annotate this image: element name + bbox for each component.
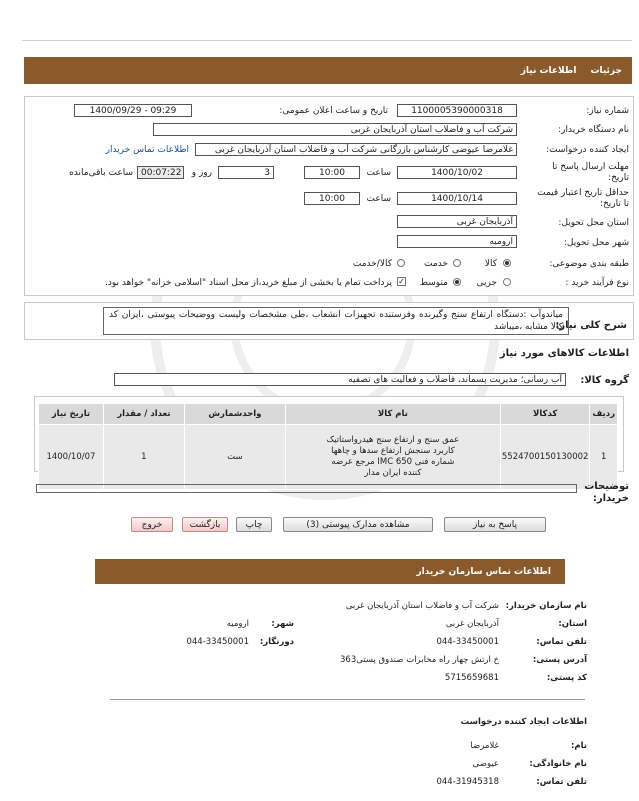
back-button[interactable]: بازگشت [182, 517, 228, 532]
announce-label: تاریخ و ساعت اعلان عمومی: [279, 106, 388, 116]
cell-unit: ست [184, 425, 285, 490]
description-text: میاندوآب :دستگاه ارتفاع سنج وگیرنده وفرستنده تجهیزات انشعاب ،طی مشخصات ولیست ووضیحات پیوستی ،ایران کد کالا مشابه ،میباشد [109, 310, 563, 332]
process-partial-radio[interactable] [503, 278, 511, 286]
reply-deadline-label: مهلت ارسال پاسخ تا تاریخ: [552, 162, 629, 183]
category-service-radio[interactable] [453, 259, 461, 267]
contact-fax-value: 044-33450001 [186, 637, 249, 647]
attachments-button[interactable]: مشاهده مدارک پیوستی (3) [283, 517, 433, 532]
city-label: شهر محل تحویل: [563, 238, 629, 248]
org-name-label: نام سازمان خریدار: [505, 601, 587, 611]
buyer-org-field: شرکت آب و فاضلاب استان آذربایجان غربی [153, 123, 517, 136]
org-name-value: شرکت آب و فاضلاب استان آذربایجان غربی [345, 601, 499, 611]
cell-code: 5524700150130002 [500, 425, 590, 490]
process-medium-radio[interactable] [453, 278, 461, 286]
contact-phone-label: تلفن تماس: [536, 637, 587, 647]
contact-postal-label: کد پستی: [546, 673, 587, 683]
contact-fax-label: دورنگار: [259, 637, 294, 647]
contact-city-label: شهر: [271, 619, 294, 629]
creator-last-label: نام خانوادگی: [529, 759, 587, 769]
contact-postal-value: 5715659681 [444, 673, 499, 683]
creator-phone-label: تلفن تماس: [536, 777, 587, 787]
day-label: روز و [191, 168, 212, 178]
cell-name: عمق سنج و ارتفاع سنج هیدرواستاتیک کاربرد سنجش ارتفاع سدها و چاهها شماره فنی IMC 650 مرجع عرضه کننده ایران مدار [285, 425, 500, 490]
category-goods-service-label: کالا/خدمت [352, 259, 392, 269]
category-goods-label: کالا [484, 259, 497, 269]
goods-group-field: آب رسانی؛ مدیریت پسماند، فاضلاب و فعالیت های تصفیه [114, 373, 566, 386]
goods-section-title: اطلاعات کالاهای مورد نیاز [499, 348, 629, 359]
province-label: استان محل تحویل: [558, 218, 629, 228]
province-field: آذربایجان غربی [397, 215, 517, 228]
col-unit: واحدشمارش [184, 404, 285, 425]
category-label: طبقه بندی موضوعی: [549, 259, 629, 269]
creator-phone-value: 044-31945318 [436, 777, 499, 787]
cell-date: 1400/10/07 [39, 425, 104, 490]
process-medium-label: متوسط [419, 278, 448, 288]
contact-title: اطلاعات تماس سازمان خریدار [416, 566, 551, 577]
breadcrumb-details[interactable]: جزئیات [590, 65, 622, 76]
breadcrumb-need-info[interactable]: اطلاعات نیاز [520, 65, 577, 76]
contact-province-label: استان: [558, 619, 587, 629]
category-goods-radio[interactable] [503, 259, 511, 267]
contact-city-value: ارومیه [226, 619, 249, 629]
creator-last-value: عیوضی [472, 759, 499, 769]
col-name: نام کالا [285, 404, 500, 425]
validity-label: حداقل تاریخ اعتبار قیمت تا تاریخ: [537, 188, 629, 209]
validity-time-label: ساعت [366, 194, 391, 204]
print-button[interactable]: چاپ [236, 517, 272, 532]
creator-label: ایجاد کننده درخواست: [546, 145, 629, 155]
creator-first-label: نام: [570, 741, 587, 751]
col-date: تاریخ نیاز [39, 404, 104, 425]
table-row [39, 425, 618, 490]
payment-note: پرداخت تمام یا بخشی از مبلغ خرید،از محل اسناد "اسلامی خزانه" خواهد بود. [104, 278, 392, 288]
goods-group-label: گروه کالا: [580, 375, 629, 386]
contact-phone-value: 044-33450001 [436, 637, 499, 647]
creator-info-title: اطلاعات ایجاد کننده درخواست [460, 717, 587, 727]
cell-qty: 1 [103, 425, 184, 490]
cell-row: 1 [590, 425, 618, 490]
announce-field: 1400/09/29 - 09:29 [74, 104, 192, 117]
days-field: 3 [218, 166, 274, 179]
validity-time-field: 10:00 [304, 192, 360, 205]
category-service-label: خدمت [424, 259, 448, 269]
validity-date-field: 1400/10/14 [397, 192, 517, 205]
contact-address-label: آدرس پستی: [532, 655, 587, 665]
remaining-label: ساعت باقی‌مانده [69, 168, 133, 178]
buyer-org-label: نام دستگاه خریدار: [558, 125, 629, 135]
col-row: ردیف [590, 404, 618, 425]
description-label: شرح کلی نیاز: [555, 320, 627, 331]
col-qty: تعداد / مقدار [103, 404, 184, 425]
contact-province-value: آذربایجان غربی [445, 619, 499, 629]
payment-checkbox[interactable]: ✓ [398, 277, 405, 286]
process-label: نوع فرآیند خرید : [565, 278, 629, 288]
countdown-field: 00:07:22 [137, 166, 184, 179]
reply-date-field: 1400/10/02 [397, 166, 517, 179]
goods-table [38, 403, 618, 490]
header-bar [24, 57, 632, 84]
need-number-field: 1100005390000318 [397, 104, 517, 117]
need-number-label: شماره نیاز: [586, 106, 629, 116]
city-field: ارومیه [397, 235, 517, 248]
exit-button[interactable]: خروج [131, 517, 173, 532]
category-goods-service-radio[interactable] [397, 259, 405, 267]
reply-time-label: ساعت [366, 168, 391, 178]
buyer-notes-label: توضیحات خریدار: [584, 481, 629, 504]
reply-time-field: 10:00 [304, 166, 360, 179]
creator-field: غلامرضا عیوضی کارشناس بازرگانی شرکت آب و فاضلاب استان آذربایجان غربی [195, 143, 517, 156]
contact-address-value: خ ارتش چهار راه مخابرات صندوق پستی363 [340, 655, 499, 665]
col-code: کدکالا [500, 404, 590, 425]
description-box [103, 307, 569, 335]
process-partial-label: جزیی [476, 278, 497, 288]
reply-button[interactable]: پاسخ به نیاز [444, 517, 546, 532]
buyer-contact-link[interactable]: اطلاعات تماس خریدار [105, 145, 189, 155]
buyer-notes-box [36, 484, 577, 493]
contact-divider [110, 699, 585, 700]
contact-header-bar [95, 559, 565, 584]
creator-first-value: غلامرضا [470, 741, 499, 751]
